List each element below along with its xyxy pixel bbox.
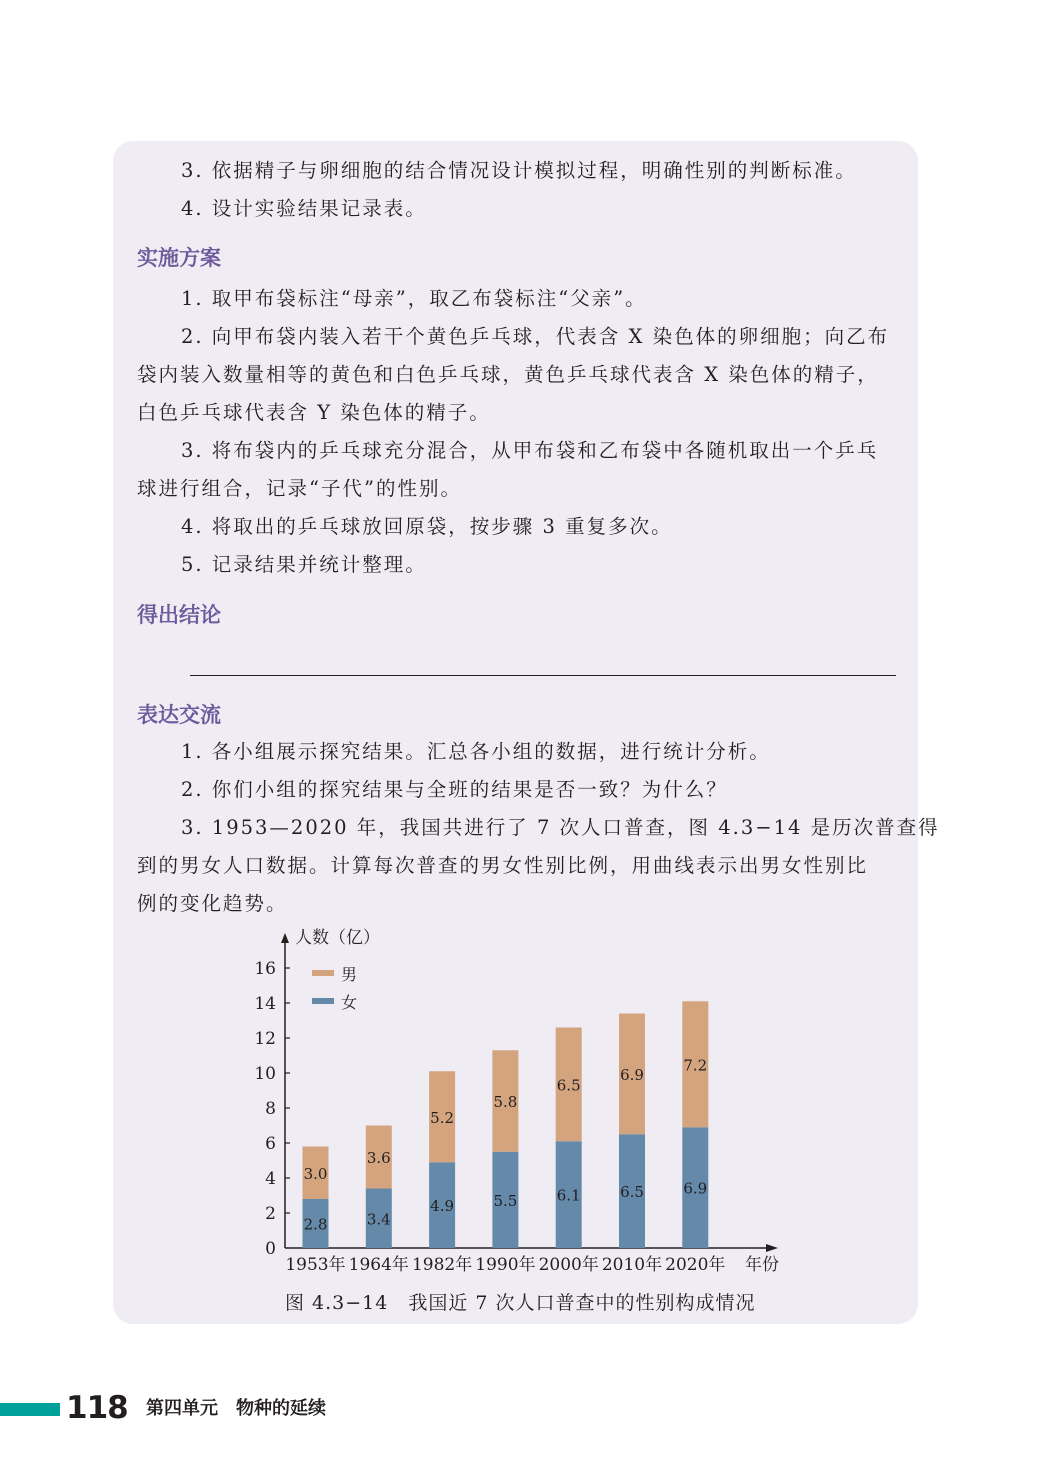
step-item-continued: 球进行组合，记录“子代”的性别。: [137, 477, 462, 500]
step-item: 4. 设计实验结果记录表。: [181, 197, 427, 220]
step-item: 5. 记录结果并统计整理。: [181, 553, 427, 576]
x-tick-label: 2020年: [665, 1255, 726, 1275]
step-item: 2. 你们小组的探究结果与全班的结果是否一致？为什么？: [181, 778, 728, 801]
step-item: 4. 将取出的乒乓球放回原袋，按步骤 3 重复多次。: [181, 515, 673, 538]
data-label-female: 6.5: [620, 1183, 644, 1202]
step-item: 2. 向甲布袋内装入若干个黄色乒乓球，代表含 X 染色体的卵细胞；向乙布: [181, 325, 890, 348]
y-axis-arrow: [281, 933, 289, 943]
data-label-male: 5.8: [493, 1093, 518, 1111]
data-label-female: 3.4: [366, 1210, 391, 1229]
data-label-male: 3.6: [366, 1149, 391, 1167]
step-item: 3. 1953—2020 年，我国共进行了 7 次人口普查，图 4.3−14 是历次普查得: [181, 816, 940, 839]
y-tick-label: 16: [254, 959, 276, 979]
answer-line: [190, 675, 896, 676]
step-item: 1. 各小组展示探究结果。汇总各小组的数据，进行统计分析。: [181, 740, 771, 763]
y-tick-label: 8: [265, 1099, 276, 1119]
y-tick-label: 10: [254, 1064, 276, 1084]
footer-accent-bar: [0, 1403, 60, 1416]
data-label-female: 2.8: [303, 1215, 328, 1234]
y-tick-label: 12: [254, 1029, 276, 1049]
section-heading: 得出结论: [137, 603, 221, 627]
population-sex-chart: [240, 925, 800, 1285]
data-label-male: 7.2: [683, 1056, 708, 1075]
data-label-male: 6.5: [556, 1076, 581, 1095]
legend-swatch-male: [312, 970, 334, 976]
x-axis-label: 年份: [745, 1255, 779, 1275]
y-tick-label: 4: [265, 1169, 276, 1189]
x-tick-label: 1953年: [285, 1255, 346, 1275]
y-tick-label: 6: [265, 1134, 276, 1154]
step-item-continued: 到的男女人口数据。计算每次普查的男女性别比例，用曲线表示出男女性别比: [137, 854, 869, 877]
step-item-continued: 袋内装入数量相等的黄色和白色乒乓球，黄色乒乓球代表含 X 染色体的精子，: [137, 363, 879, 386]
step-item-continued: 例的变化趋势。: [137, 892, 288, 915]
legend-label-male: 男: [341, 965, 358, 984]
step-item: 3. 将布袋内的乒乓球充分混合，从甲布袋和乙布袋中各随机取出一个乒乓: [181, 439, 879, 462]
unit-title: 第四单元 物种的延续: [146, 1398, 326, 1419]
data-label-male: 5.2: [430, 1108, 455, 1127]
data-label-female: 4.9: [430, 1197, 455, 1216]
page-number: 118: [66, 1390, 128, 1426]
x-tick-label: 1964年: [348, 1255, 409, 1275]
data-label-female: 6.9: [683, 1179, 708, 1198]
y-axis-label: 人数（亿）: [295, 928, 380, 948]
data-label-female: 5.5: [493, 1191, 518, 1210]
x-tick-label: 1990年: [475, 1255, 536, 1275]
data-label-male: 3.0: [303, 1164, 328, 1183]
y-tick-label: 14: [254, 994, 276, 1014]
step-item-continued: 白色乒乓球代表含 Y 染色体的精子。: [137, 401, 491, 424]
data-label-female: 6.1: [556, 1186, 581, 1205]
legend-label-female: 女: [341, 993, 358, 1012]
x-tick-label: 2010年: [601, 1255, 663, 1275]
section-heading: 实施方案: [137, 246, 221, 270]
step-item: 1. 取甲布袋标注“母亲”，取乙布袋标注“父亲”。: [181, 287, 647, 310]
figure-caption: 图 4.3−14 我国近 7 次人口普查中的性别构成情况: [285, 1292, 756, 1314]
data-label-male: 6.9: [620, 1065, 644, 1084]
step-item: 3. 依据精子与卵细胞的结合情况设计模拟过程，明确性别的判断标准。: [181, 159, 857, 182]
x-tick-label: 1982年: [411, 1255, 473, 1275]
x-axis-arrow: [766, 1244, 778, 1252]
x-tick-label: 2000年: [538, 1255, 599, 1275]
legend-swatch-female: [312, 998, 334, 1004]
section-heading: 表达交流: [137, 703, 221, 727]
y-tick-label: 2: [265, 1204, 276, 1224]
y-tick-label: 0: [265, 1239, 276, 1259]
